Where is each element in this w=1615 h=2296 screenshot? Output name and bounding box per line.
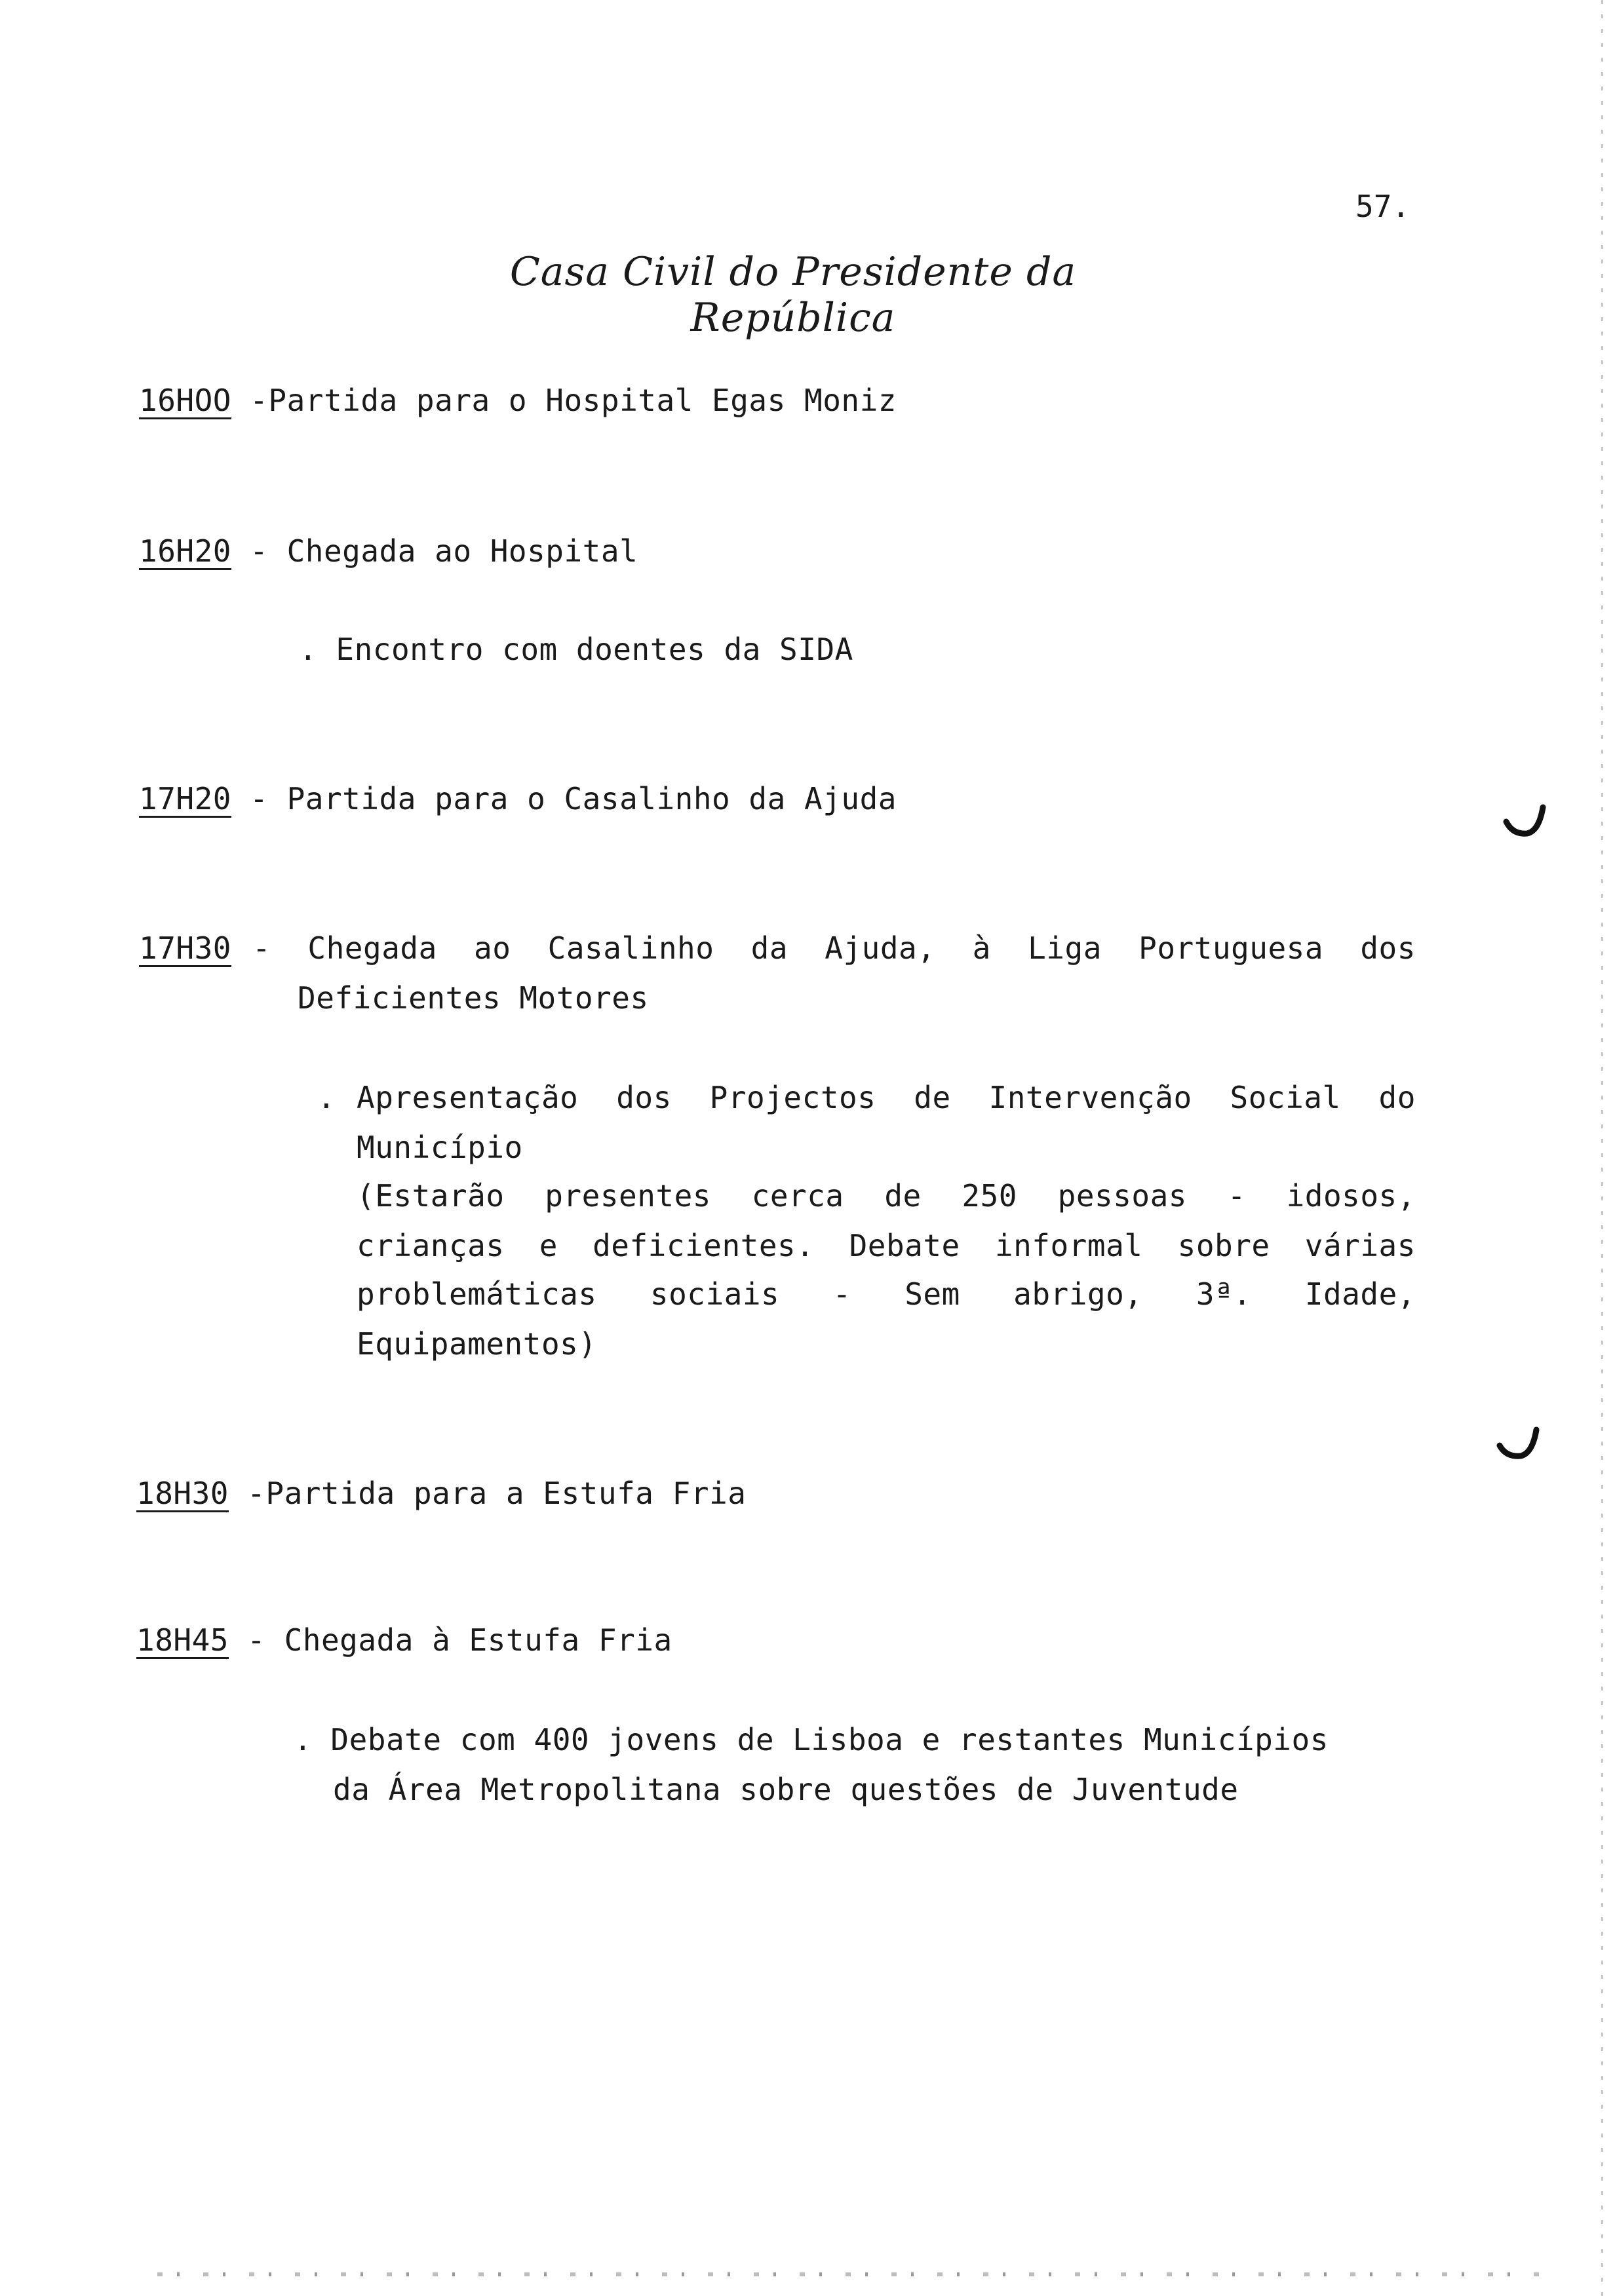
word: Portuguesa [1138, 930, 1324, 966]
word: abrigo, [1013, 1276, 1143, 1312]
schedule-entry-1730 [139, 932, 1416, 965]
entry-time: 16HOO [139, 383, 231, 418]
entry-text: - Chegada à Estufa Fria [228, 1622, 672, 1658]
entry-text: -Partida para a Estufa Fria [228, 1476, 747, 1511]
word: informal [994, 1228, 1143, 1263]
schedule-entry-1600 [139, 384, 897, 417]
word: crianças [357, 1228, 505, 1263]
bullet-debate-line-2: da Área Metropolitana sobre questões de Juventude [333, 1772, 1239, 1807]
bullet-line-6: Equipamentos) [357, 1326, 597, 1362]
schedule-entry-1620 [139, 535, 638, 567]
word: Ajuda, [825, 930, 936, 966]
word: Chegada [307, 930, 437, 966]
tick-mark-icon [1494, 1422, 1547, 1468]
bullet-dot: . [317, 1080, 336, 1115]
scan-noise [157, 2272, 1549, 2276]
word: dos [1360, 930, 1416, 966]
word: 250 [962, 1178, 1017, 1214]
word: da [750, 930, 788, 966]
entry-time: 18H30 [136, 1476, 229, 1511]
page-number: 57. [1355, 189, 1411, 224]
entry-text: -Partida para o Hospital Egas Moniz [231, 383, 897, 418]
entry-text: - Partida para o Casalinho da Ajuda [231, 781, 897, 816]
entry-text: - Chegada ao Hospital [231, 533, 638, 569]
bullet-line-2: Município [357, 1130, 523, 1165]
word: - [1227, 1178, 1246, 1214]
schedule-entry-1720 [139, 782, 897, 815]
word: Idade, [1304, 1276, 1416, 1312]
word: dos [616, 1080, 672, 1115]
word: - [832, 1276, 851, 1312]
entry-text-justified [252, 932, 1416, 965]
word: Sem [905, 1276, 960, 1312]
word: do [1378, 1080, 1416, 1115]
letterhead: Casa Civil do Presidente da República [509, 249, 1077, 341]
schedule-entry-1845 [136, 1624, 672, 1656]
word: várias [1304, 1228, 1416, 1263]
word: de [884, 1178, 922, 1214]
word: Social [1230, 1080, 1341, 1115]
word: e [539, 1228, 558, 1263]
bullet-line-1 [357, 1081, 1416, 1114]
word: idosos, [1286, 1178, 1416, 1214]
entry-text-continuation: Deficientes Motores [298, 980, 649, 1016]
word: cerca [751, 1178, 844, 1214]
schedule-entry-1830 [136, 1477, 746, 1510]
word: Projectos [709, 1080, 876, 1115]
bullet-debate-line-1: . Debate com 400 jovens de Lisboa e restantes Municípios [294, 1722, 1329, 1757]
bullet-line-4 [357, 1229, 1416, 1262]
word: problemáticas [357, 1276, 597, 1312]
word: pessoas [1057, 1178, 1188, 1214]
word: sociais [650, 1276, 780, 1312]
bullet-sida: . Encontro com doentes da SIDA [299, 632, 853, 667]
entry-time: 17H30 [139, 930, 231, 966]
word: - [252, 930, 271, 966]
word: ao [474, 930, 511, 966]
word: 3ª. [1196, 1276, 1252, 1312]
tick-mark-icon [1501, 799, 1553, 845]
word: presentes [545, 1178, 711, 1214]
entry-time: 17H20 [139, 781, 231, 816]
word: à [972, 930, 991, 966]
word: Intervenção [988, 1080, 1192, 1115]
word: (Estarão [357, 1178, 505, 1214]
entry-time: 16H20 [139, 533, 231, 569]
word: Debate [849, 1228, 960, 1263]
word: Casalinho [547, 930, 714, 966]
entry-time: 18H45 [136, 1622, 229, 1658]
bullet-line-5 [357, 1278, 1416, 1311]
word: de [914, 1080, 951, 1115]
word: deficientes. [593, 1228, 815, 1263]
word: sobre [1177, 1228, 1270, 1263]
word: Apresentação [357, 1080, 579, 1115]
word: Liga [1028, 930, 1102, 966]
scan-edge-line [1601, 0, 1603, 2296]
bullet-line-3 [357, 1179, 1416, 1212]
